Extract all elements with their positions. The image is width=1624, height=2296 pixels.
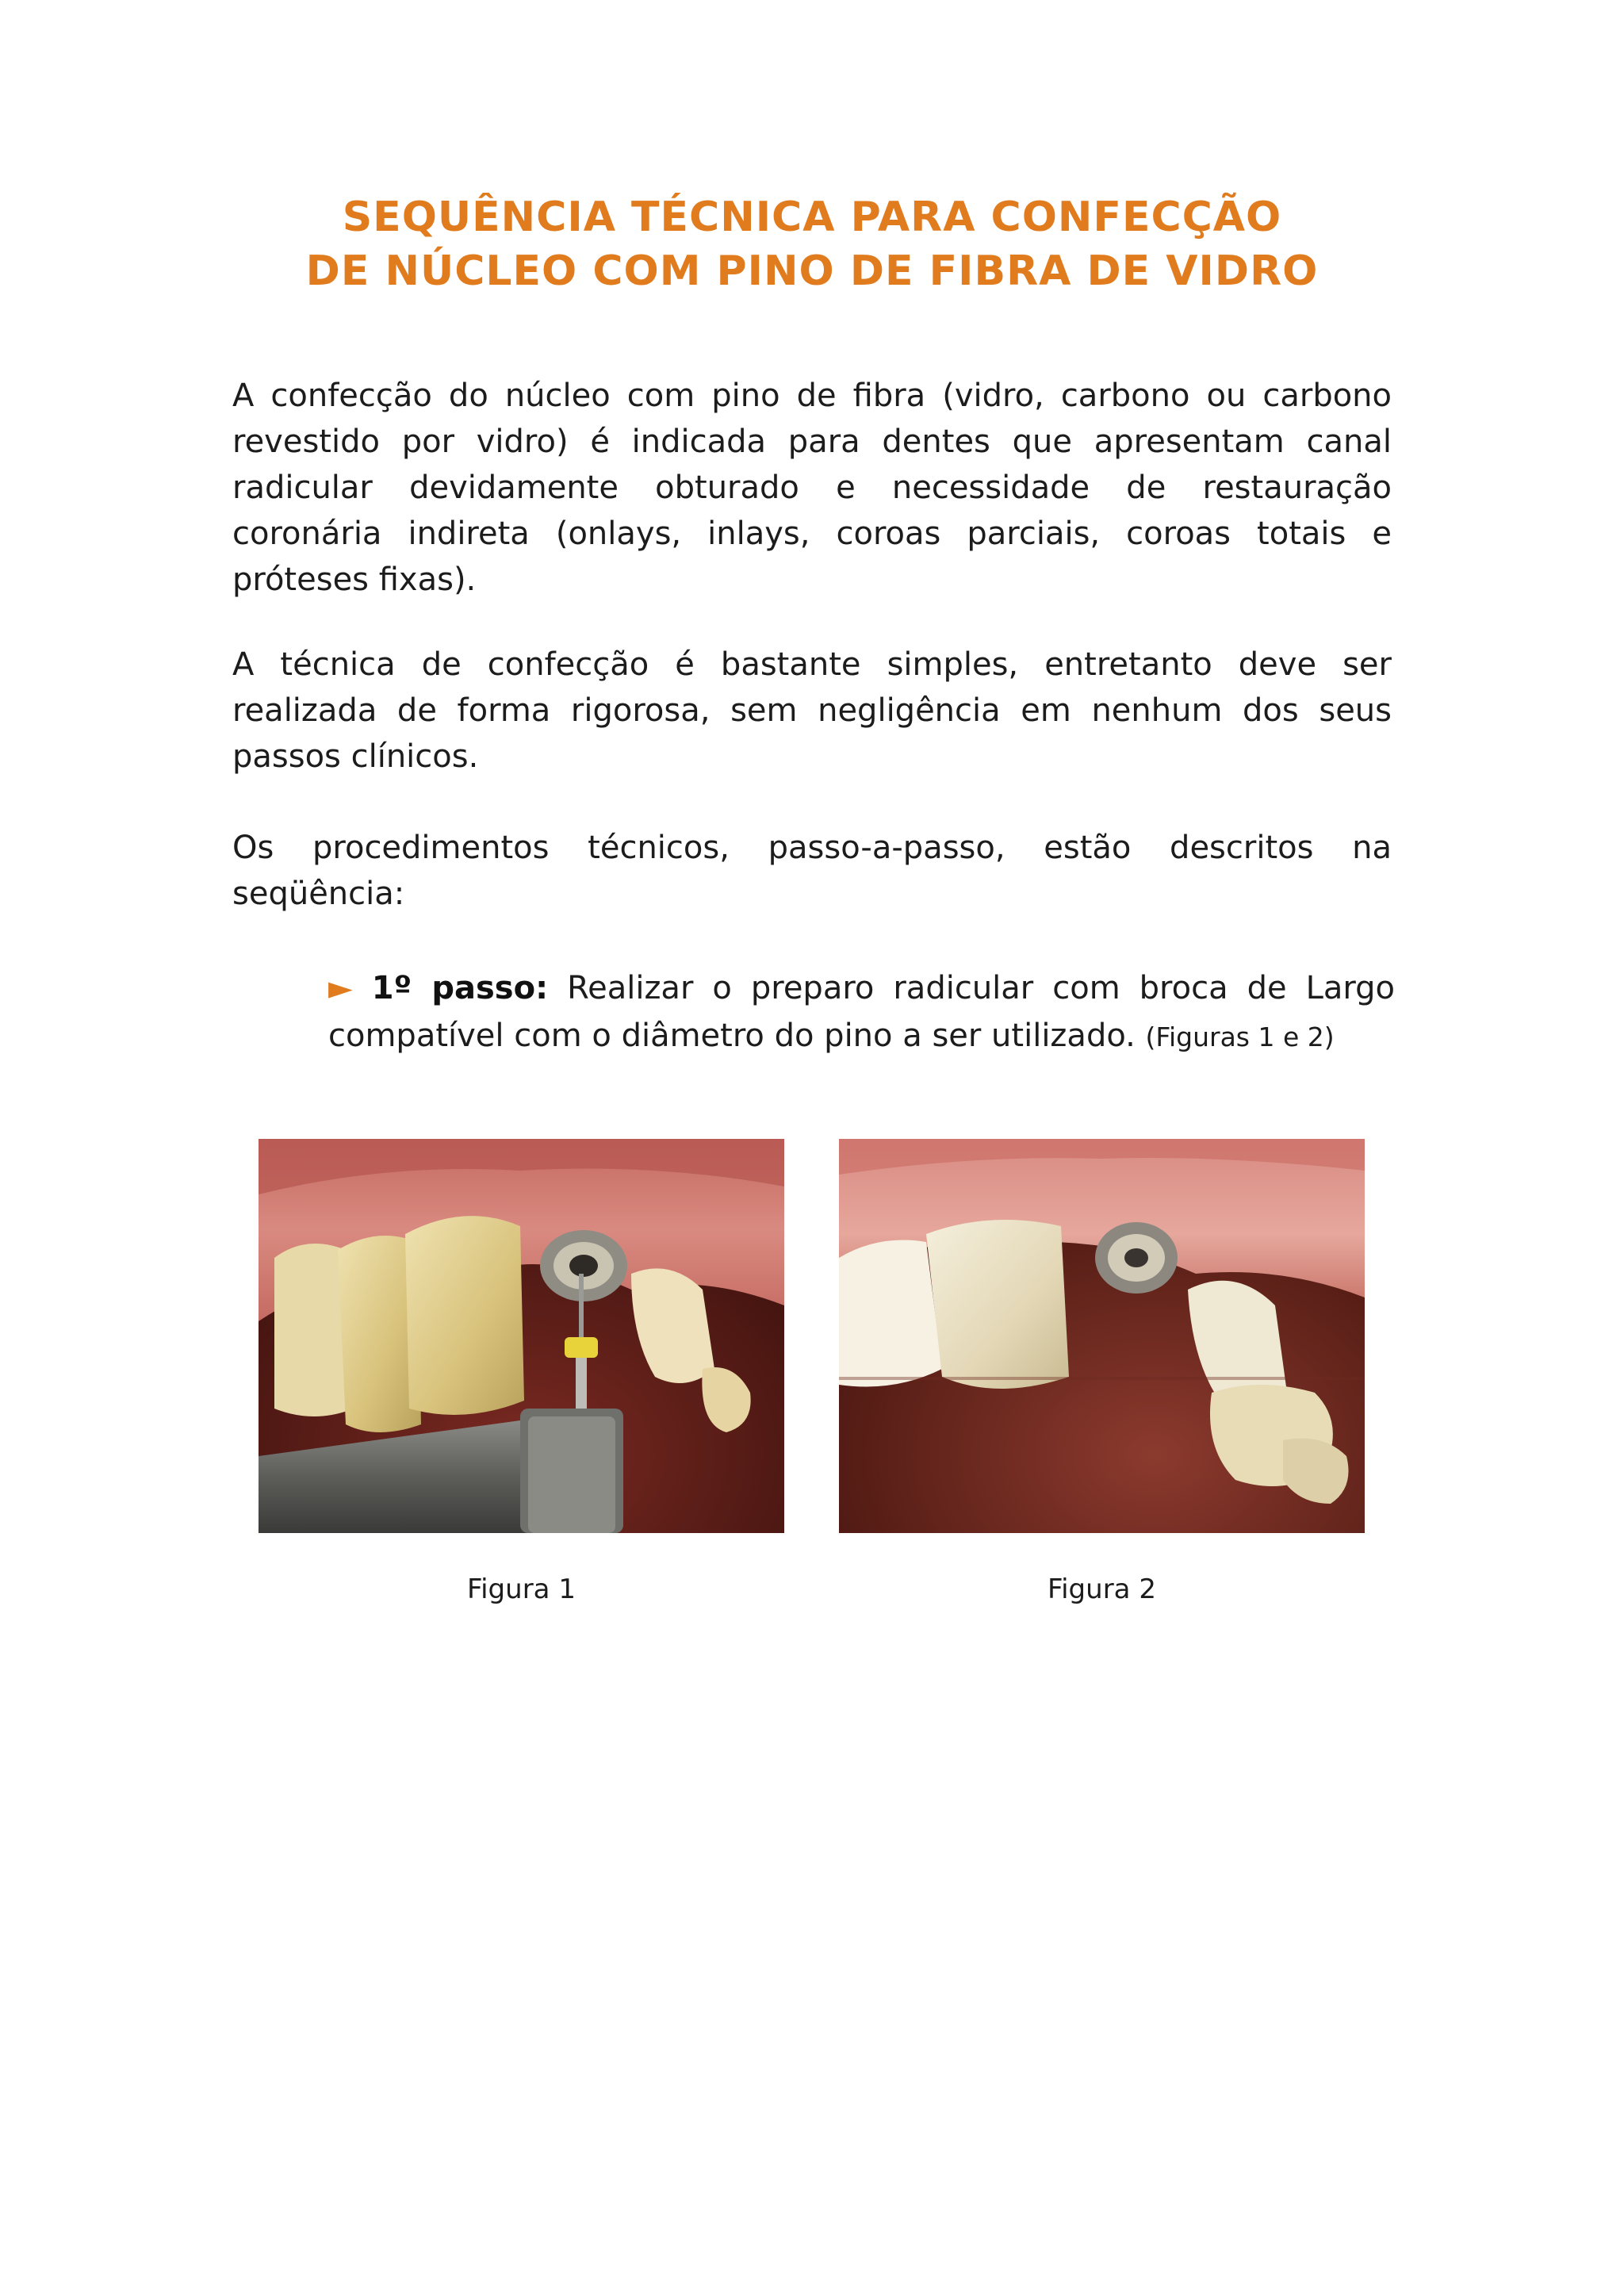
- figure-2-caption: Figura 2: [1048, 1573, 1156, 1605]
- step-1: [328, 964, 1395, 1061]
- step-text: Realizar o preparo radicular com broca de Largo compatível com o diâmetro do pino a ser utilizado.: [328, 970, 1395, 1054]
- title-line-2: DE NÚCLEO COM PINO DE FIBRA DE VIDRO: [305, 247, 1319, 295]
- step-figure-reference: (Figuras 1 e 2): [1145, 1022, 1335, 1052]
- step-label: 1º passo:: [371, 970, 549, 1006]
- title-line-1: SEQUÊNCIA TÉCNICA PARA CONFECÇÃO: [342, 194, 1282, 241]
- figure-2-photo: [839, 1139, 1365, 1533]
- paragraph-technique: A técnica de confecção é bastante simples, entretanto deve ser realizada de forma rigorosa, sem negligência em nenhum dos seus passos clínicos.: [232, 646, 1392, 775]
- figure-1-caption: Figura 1: [467, 1573, 576, 1605]
- figure-1-photo: [259, 1139, 784, 1533]
- arrow-bullet-icon: ►: [328, 970, 353, 1006]
- document-title: [0, 190, 1624, 298]
- paragraph-indication: A confecção do núcleo com pino de fibra (vidro, carbono ou carbono revestido por vidro) é indicada para dentes que apresentam canal radicular devidamente obturado e necessidade de restauração coronária indireta (onlays, inlays, coroas parciais, coroas totais e próteses fixas).: [232, 378, 1392, 598]
- paragraph-procedures: Os procedimentos técnicos, passo-a-passo, estão descritos na seqüência:: [232, 830, 1392, 912]
